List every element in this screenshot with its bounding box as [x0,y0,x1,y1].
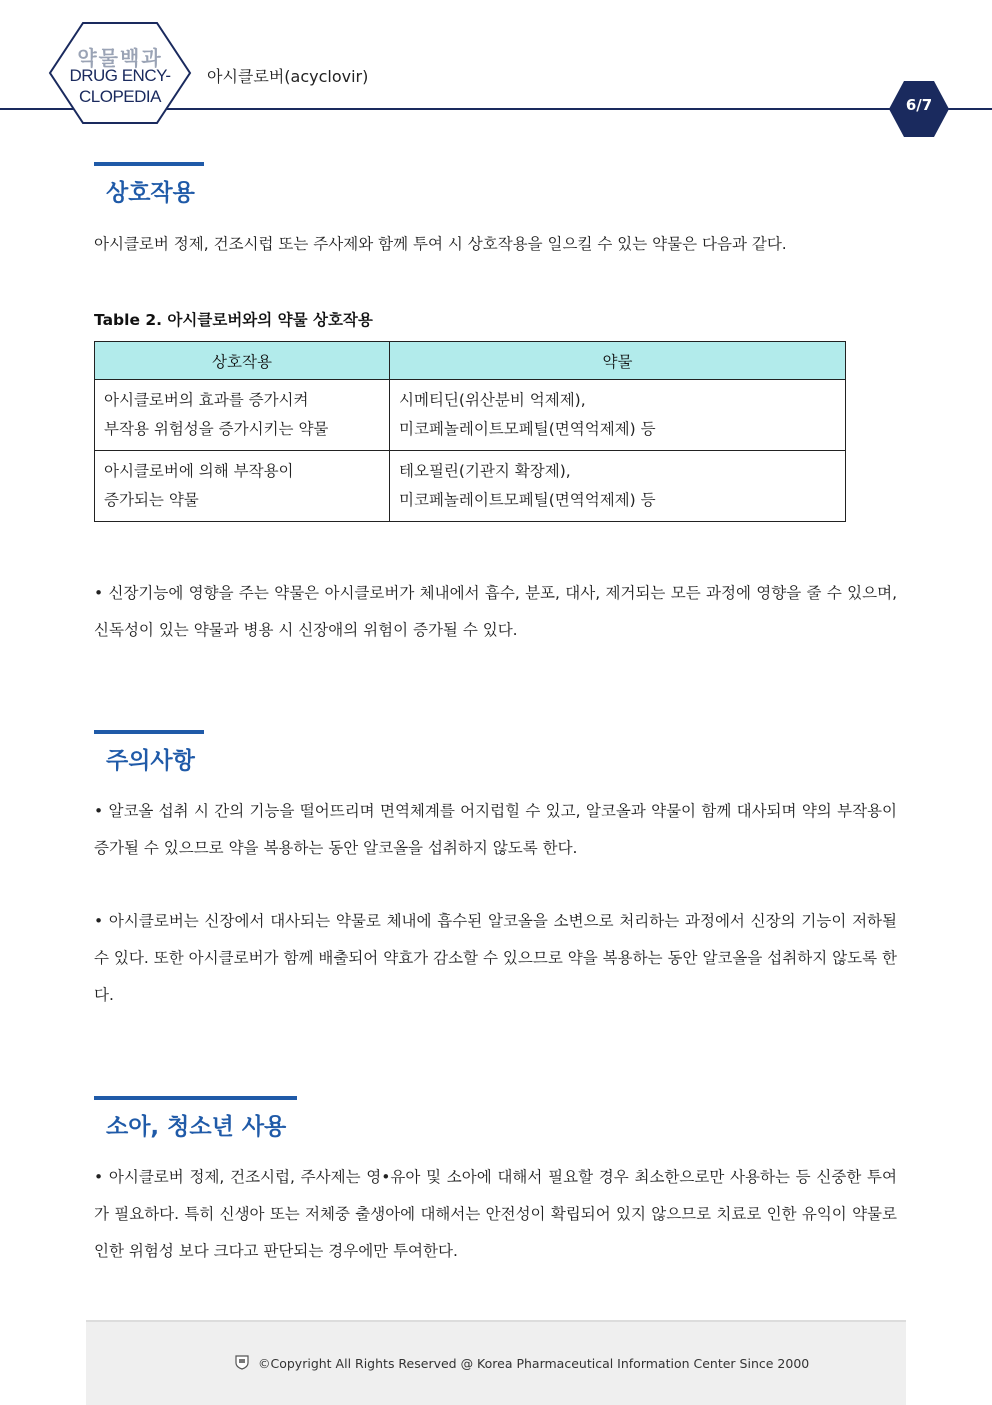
cell-line: 아시클로버의 효과를 증가시켜 [104,391,309,409]
footer-content [234,1354,809,1373]
pediatric-para-1: • 아시클로버 정제, 건조시럽, 주사제는 영•유아 및 소아에 대해서 필요할 경우 최소한으로만 사용하는 등 신중한 투여가 필요하다. 특히 신생아 또는 저체중 출생아에 대해서는 안전성이 확립되어 있지 않으므로 치료로 인한 유익이 약물로 인한 위험성 보다 크다고 판단되는 경우에만 투여한다. [94,1168,897,1260]
section-bar-interaction [94,162,204,166]
cell-line: 부작용 위험성을 증가시키는 약물 [104,420,329,438]
table-header-drug: 약물 [390,342,846,380]
table-cell-interaction [95,380,390,451]
logo-english-line1: DRUG ENCY- [69,66,171,85]
precautions-para-1: • 알코올 섭취 시 간의 기능을 떨어뜨리며 면역체계를 어지럽힐 수 있고, 알코올과 약물이 함께 대사되며 약의 부작용이 증가될 수 있으므로 약을 복용하는 동안 알코올을 섭취하지 않도록 한다. [94,802,897,857]
table-cell-drug [390,451,846,522]
footer [86,1320,906,1405]
section-bar-precautions [94,730,204,734]
table-cell-interaction [95,451,390,522]
interaction-table [94,341,846,522]
cell-line: 시메티딘(위산분비 억제제), [399,391,586,409]
logo-korean: 약물백과 [77,48,163,70]
table-row [95,380,846,451]
cell-line: 테오필린(기관지 확장제), [399,462,571,480]
section-title-pediatric: 소아, 청소년 사용 [106,1114,287,1140]
table-header-row [95,342,846,380]
footer-copyright: ©Copyright All Rights Reserved @ Korea Pharmaceutical Information Center Since 2000 [258,1356,810,1371]
section-title-precautions: 주의사항 [106,748,195,774]
section-bar-pediatric [94,1096,297,1100]
table-cell-drug [390,380,846,451]
section-title-interaction: 상호작용 [106,180,195,206]
cell-line: 미코페놀레이트모페틸(면역억제제) 등 [399,491,656,509]
cell-line: 미코페놀레이트모페틸(면역억제제) 등 [399,420,656,438]
table-header-interaction: 상호작용 [95,342,390,380]
table-caption: Table 2. 아시클로버와의 약물 상호작용 [94,311,373,329]
kpic-emblem-icon [234,1354,250,1373]
cell-line: 아시클로버에 의해 부작용이 [104,462,294,480]
cell-line: 증가되는 약물 [104,491,199,509]
precautions-para-2: • 아시클로버는 신장에서 대사되는 약물로 체내에 흡수된 알코올을 소변으로 처리하는 과정에서 신장의 기능이 저하될 수 있다. 또한 아시클로버가 함께 배출되어 약효가 감소할 수 있으므로 약을 복용하는 동안 알코올을 섭취하지 않도록 한다. [94,912,897,1004]
document-title: 아시클로버(acyclovir) [207,67,369,86]
page-indicator: 6/7 [905,96,933,114]
table-row [95,451,846,522]
logo-english-line2: CLOPEDIA [79,87,161,106]
interaction-note: • 신장기능에 영향을 주는 약물은 아시클로버가 체내에서 흡수, 분포, 대사, 제거되는 모든 과정에 영향을 줄 수 있으며, 신독성이 있는 약물과 병용 시 신장애의 위험이 증가될 수 있다. [94,584,897,639]
interaction-intro: 아시클로버 정제, 건조시럽 또는 주사제와 함께 투여 시 상호작용을 일으킬 수 있는 약물은 다음과 같다. [94,235,787,253]
